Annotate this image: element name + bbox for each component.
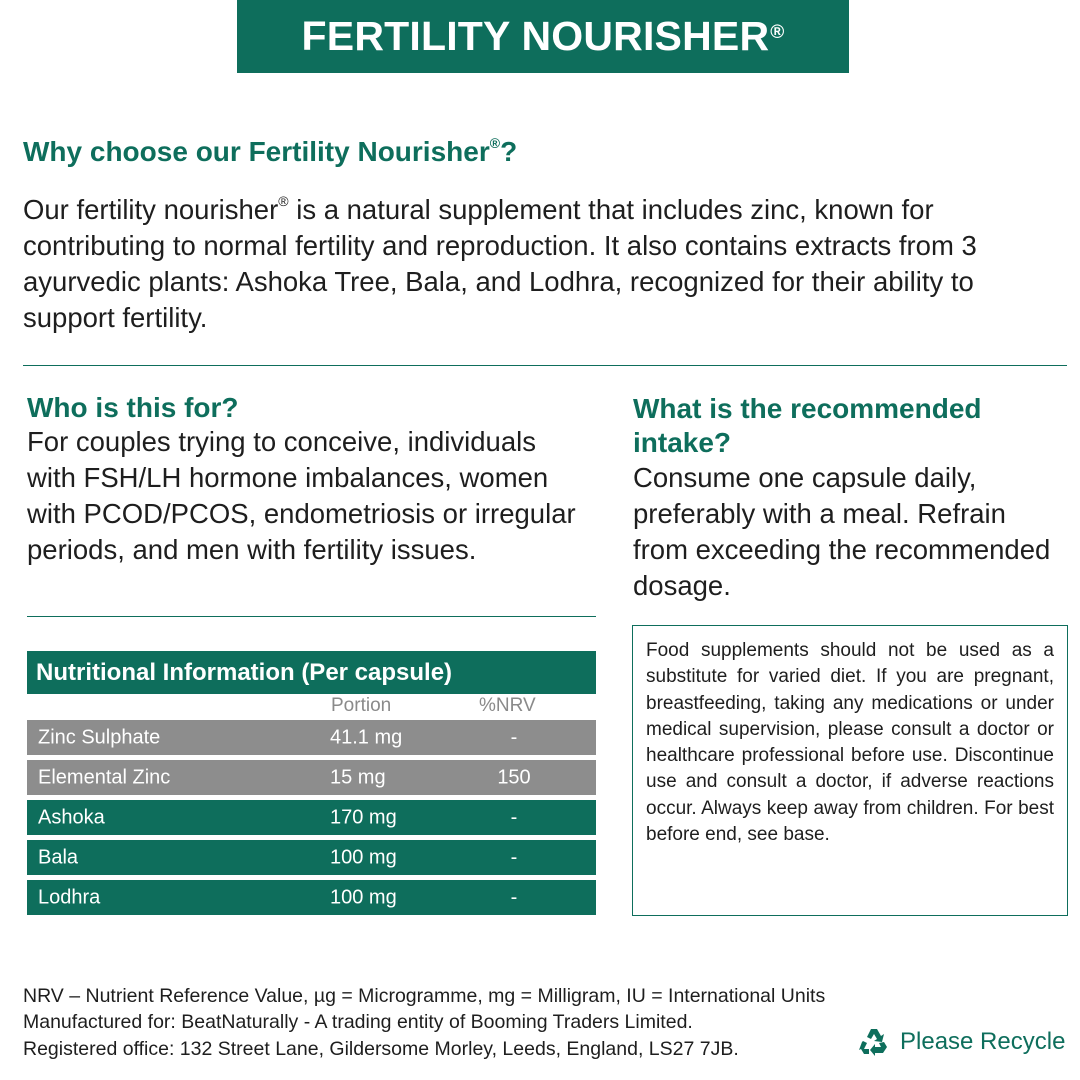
nutrient-name: Bala — [38, 846, 79, 868]
nutrient-portion: 170 mg — [330, 806, 397, 828]
nutrient-name: Elemental Zinc — [38, 766, 171, 788]
recycle-label: Please Recycle — [900, 1028, 1066, 1055]
table-row — [27, 800, 596, 835]
table-row — [27, 840, 596, 875]
who-text: For couples trying to conceive, individuals with FSH/LH hormone imbalances, women with PCOD/PCOS, endometriosis or irregular periods, and men with fertility issues. — [27, 426, 576, 565]
nutrient-nrv: 150 — [497, 766, 531, 788]
table-row — [27, 880, 596, 915]
divider — [27, 616, 596, 617]
footer-manufacturer: Manufactured for: BeatNaturally - A trading entity of Booming Traders Limited. — [23, 1011, 693, 1033]
registered-mark: ® — [278, 193, 289, 209]
nutrient-name: Lodhra — [38, 886, 101, 908]
nutrient-nrv: - — [510, 806, 518, 828]
table-row — [27, 720, 596, 755]
nutrient-nrv: - — [510, 846, 518, 868]
who-heading: Who is this for? — [27, 392, 239, 423]
why-text-start: Our fertility nourisher — [23, 194, 279, 226]
registered-mark: ® — [770, 21, 785, 43]
divider — [23, 365, 1067, 366]
why-text — [23, 186, 1063, 336]
intake-text: Consume one capsule daily, preferably with a meal. Refrain from exceeding the recommended dosage. — [633, 462, 1051, 601]
column-header-nrv: %NRV — [479, 695, 536, 716]
title-banner — [237, 0, 849, 73]
why-heading-text: Why choose our Fertility Nourisher — [23, 136, 490, 167]
nutrient-portion: 15 mg — [330, 766, 386, 788]
nutrient-portion: 41.1 mg — [330, 726, 403, 748]
nutrient-name: Zinc Sulphate — [38, 726, 161, 748]
nutrient-portion: 100 mg — [330, 846, 397, 868]
nutrient-nrv: - — [510, 726, 518, 748]
nutrient-portion: 100 mg — [330, 886, 397, 908]
nutrient-nrv: - — [510, 886, 518, 908]
registered-mark: ® — [489, 134, 501, 151]
footer-registered-office: Registered office: 132 Street Lane, Gildersome Morley, Leeds, England, LS27 7JB. — [23, 1038, 739, 1060]
why-text-rest: is a natural supplement that includes zinc, known for contributing to normal fertility and reproduction. It also contains extracts from 3 ayurvedic plants: Ashoka Tree, Bala, and Lodhra, recognized for their ability to support fertility. — [23, 194, 977, 334]
why-heading-suffix: ? — [500, 136, 518, 167]
warning-box: Food supplements should not be used as a substitute for varied diet. If you are pregnant, breastfeeding, taking any medications or under medical supervision, please consult a doctor or healthcare professional before use. Discontinue use and consult a doctor, if adverse reactions occur. Always keep away from children. For best before end, see base. — [632, 625, 1068, 916]
why-heading — [23, 136, 517, 168]
product-title: FERTILITY NOURISHER — [301, 13, 770, 59]
footer-nrv-legend: NRV – Nutrient Reference Value, µg = Microgramme, mg = Milligram, IU = International Units — [23, 985, 826, 1007]
nutrition-table-title: Nutritional Information (Per capsule) — [27, 651, 596, 694]
recycle-icon — [858, 1026, 890, 1058]
intake-heading: What is the recommended intake? — [633, 393, 982, 458]
column-header-portion: Portion — [331, 695, 392, 716]
table-row — [27, 760, 596, 795]
nutrient-name: Ashoka — [38, 806, 105, 828]
recycle-notice — [858, 1026, 1065, 1058]
